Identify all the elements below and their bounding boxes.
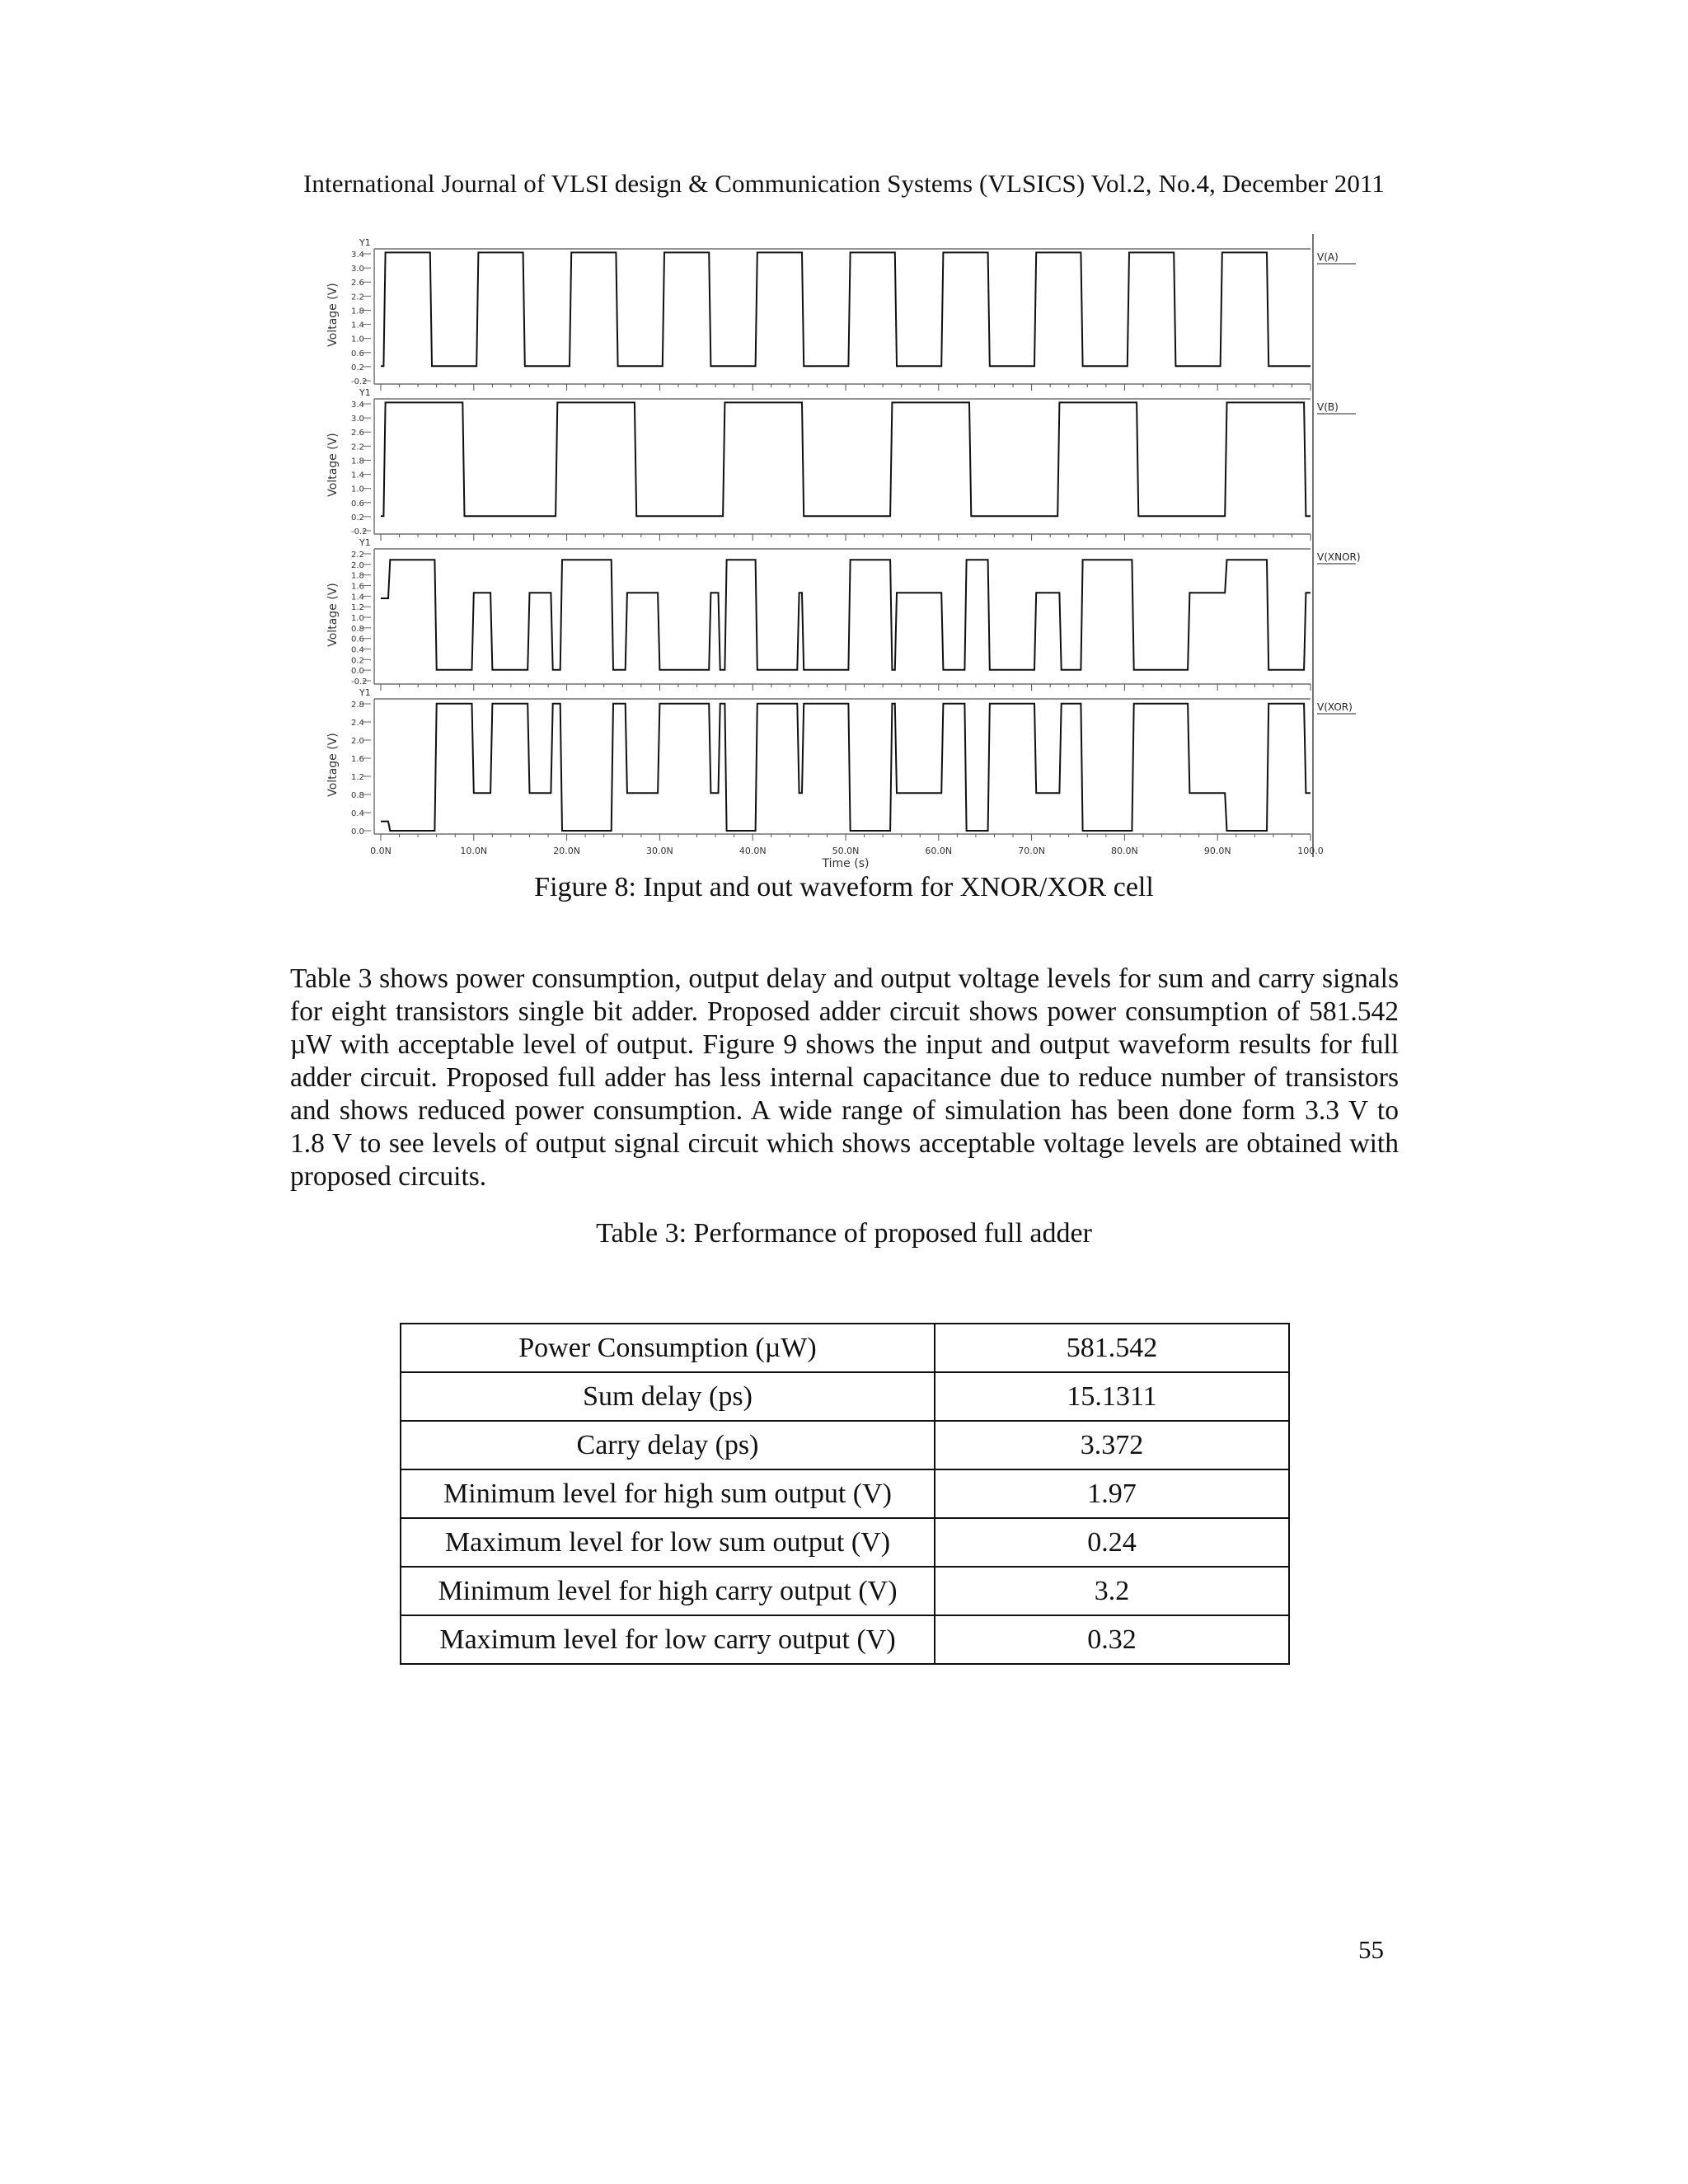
y-tick-label: 2.2 bbox=[351, 443, 364, 452]
waveform-line bbox=[381, 560, 1311, 669]
table-row bbox=[401, 1518, 1289, 1567]
y-axis-label: Voltage (V) bbox=[326, 583, 340, 647]
y-tick-label: 1.6 bbox=[351, 755, 364, 764]
y-tick-label: 1.0 bbox=[351, 614, 364, 623]
waveform-line bbox=[381, 252, 1311, 366]
y-axis-label: Voltage (V) bbox=[326, 433, 340, 497]
row-label: Minimum level for high carry output (V) bbox=[401, 1567, 935, 1615]
x-tick-label: 40.0N bbox=[738, 846, 767, 856]
y-tick-label: 0.8 bbox=[351, 791, 364, 800]
row-label: Minimum level for high sum output (V) bbox=[401, 1469, 935, 1518]
y-tick-label: -0.2 bbox=[351, 677, 368, 687]
y-tick-label: 2.0 bbox=[351, 737, 364, 746]
row-label: Maximum level for low sum output (V) bbox=[401, 1518, 935, 1567]
x-tick-label: 100.0 bbox=[1297, 846, 1324, 856]
x-tick-label: 50.0N bbox=[832, 846, 860, 856]
series-legend: V(XOR) bbox=[1317, 701, 1353, 713]
table-row bbox=[401, 1421, 1289, 1469]
y-tick-label: 0.2 bbox=[351, 513, 364, 523]
y-tick-label: 3.0 bbox=[351, 415, 364, 424]
row-value: 581.542 bbox=[935, 1324, 1289, 1372]
row-value: 0.24 bbox=[935, 1518, 1289, 1567]
row-value: 3.372 bbox=[935, 1421, 1289, 1469]
table-row bbox=[401, 1324, 1289, 1372]
waveform-chart bbox=[313, 231, 1385, 874]
y-tick-label: 3.0 bbox=[351, 265, 364, 274]
row-label: Power Consumption (µW) bbox=[401, 1324, 935, 1372]
y-tick-label: 2.2 bbox=[351, 551, 364, 560]
y-tick-label: 3.4 bbox=[351, 401, 364, 410]
row-label: Carry delay (ps) bbox=[401, 1421, 935, 1469]
y-tick-label: 0.4 bbox=[351, 645, 364, 655]
y-tick-label: 3.4 bbox=[351, 251, 364, 260]
y-tick-label: 1.6 bbox=[351, 582, 364, 592]
x-tick-label: 60.0N bbox=[925, 846, 953, 856]
y-tick-label: 0.0 bbox=[351, 667, 364, 677]
y-tick-label: 2.8 bbox=[351, 701, 364, 710]
waveform-line bbox=[381, 402, 1311, 516]
series-legend: V(A) bbox=[1317, 251, 1339, 263]
waveform-line bbox=[381, 704, 1311, 831]
y-tick-label: 1.2 bbox=[351, 603, 364, 613]
table-row bbox=[401, 1567, 1289, 1615]
x-tick-label: 10.0N bbox=[460, 846, 488, 856]
y-axis-title: Y1 bbox=[359, 687, 371, 698]
y-tick-label: 1.0 bbox=[351, 335, 364, 344]
body-paragraph: Table 3 shows power consumption, output delay and output voltage levels for sum and carry signals for eight transistors single bit adder. Proposed adder circuit shows power consumption of 581.542 µW with acceptable level of output. Figure 9 shows the input and output waveform results for full adder circuit. Proposed full adder has less internal capacitance due to reduce number of transistors and shows reduced power consumption. A wide range of simulation has been done form 3.3 V to 1.8 V to see levels of output signal circuit which shows acceptable voltage levels are obtained with proposed circuits. bbox=[290, 963, 1399, 1192]
y-tick-label: 1.4 bbox=[351, 321, 364, 330]
y-axis-label: Voltage (V) bbox=[326, 733, 340, 797]
running-header: International Journal of VLSI design & Communication Systems (VLSICS) Vol.2, No.4, December 2011 bbox=[302, 169, 1386, 198]
y-tick-label: 1.4 bbox=[351, 593, 364, 602]
y-tick-label: 0.8 bbox=[351, 624, 364, 634]
row-value: 1.97 bbox=[935, 1469, 1289, 1518]
y-tick-label: 0.6 bbox=[351, 499, 364, 509]
y-tick-label: 2.2 bbox=[351, 293, 364, 302]
performance-table bbox=[400, 1323, 1290, 1665]
table-row bbox=[401, 1615, 1289, 1664]
y-tick-label: 0.6 bbox=[351, 635, 364, 644]
y-tick-label: 1.8 bbox=[351, 307, 364, 316]
y-axis-label: Voltage (V) bbox=[326, 283, 340, 347]
y-tick-label: 1.8 bbox=[351, 571, 364, 581]
y-tick-label: 1.0 bbox=[351, 485, 364, 494]
y-tick-label: 2.6 bbox=[351, 429, 364, 438]
y-tick-label: 2.0 bbox=[351, 560, 364, 570]
series-legend: V(XNOR) bbox=[1317, 551, 1361, 563]
y-tick-label: 2.6 bbox=[351, 279, 364, 288]
y-axis-title: Y1 bbox=[359, 237, 371, 248]
figure-caption: Figure 8: Input and out waveform for XNOR/XOR cell bbox=[534, 872, 1154, 902]
y-tick-label: 1.2 bbox=[351, 773, 364, 782]
row-value: 3.2 bbox=[935, 1567, 1289, 1615]
table-caption: Table 3: Performance of proposed full adder bbox=[596, 1218, 1092, 1249]
table-row bbox=[401, 1372, 1289, 1421]
x-tick-label: 70.0N bbox=[1018, 846, 1045, 856]
row-value: 15.1311 bbox=[935, 1372, 1289, 1421]
y-tick-label: 1.4 bbox=[351, 471, 364, 480]
y-tick-label: 1.8 bbox=[351, 457, 364, 466]
x-tick-label: 0.0N bbox=[370, 846, 392, 856]
page-number: 55 bbox=[1358, 1935, 1384, 1964]
row-value: 0.32 bbox=[935, 1615, 1289, 1664]
y-tick-label: -0.2 bbox=[351, 377, 368, 387]
row-label: Sum delay (ps) bbox=[401, 1372, 935, 1421]
y-tick-label: -0.2 bbox=[351, 527, 368, 537]
row-label: Maximum level for low carry output (V) bbox=[401, 1615, 935, 1664]
series-legend: V(B) bbox=[1317, 401, 1339, 413]
table-row bbox=[401, 1469, 1289, 1518]
x-tick-label: 80.0N bbox=[1111, 846, 1138, 856]
x-axis-label: Time (s) bbox=[822, 857, 870, 870]
waveform-figure bbox=[313, 231, 1385, 874]
y-tick-label: 0.2 bbox=[351, 656, 364, 666]
y-tick-label: 0.0 bbox=[351, 827, 364, 837]
y-tick-label: 0.2 bbox=[351, 363, 364, 373]
x-tick-label: 90.0N bbox=[1203, 846, 1231, 856]
y-tick-label: 0.6 bbox=[351, 349, 364, 359]
x-tick-label: 30.0N bbox=[646, 846, 673, 856]
y-axis-title: Y1 bbox=[359, 387, 371, 398]
y-tick-label: 0.4 bbox=[351, 809, 364, 818]
y-tick-label: 2.4 bbox=[351, 719, 364, 728]
y-axis-title: Y1 bbox=[359, 537, 371, 548]
x-tick-label: 20.0N bbox=[553, 846, 580, 856]
